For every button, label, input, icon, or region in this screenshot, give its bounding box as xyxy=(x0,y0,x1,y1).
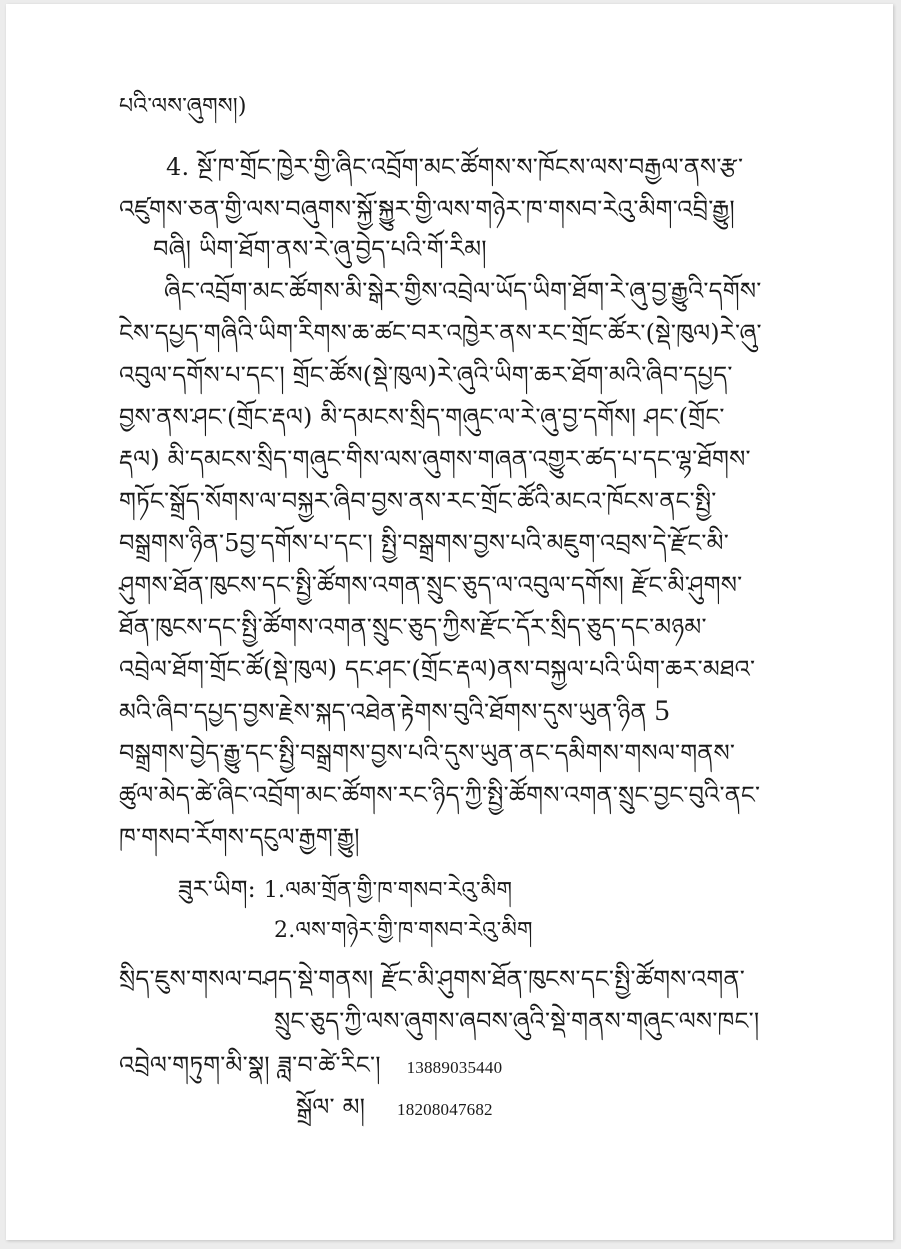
phone-number-2: 18208047682 xyxy=(397,1100,493,1119)
attachment-label-line xyxy=(178,872,512,908)
text-line-8: བྱས་ནས་ཤང་(གྲོང་རྡལ) མི་དམངས་སྲིད་གཞུང་ལ་རེ་ཞུ་བྱ་དགོས། ཤང་(གྲོང་ xyxy=(119,403,725,431)
text-line-18: ཁ་གསབ་རོགས་དངུལ་རྒྱག་རྒྱུ། xyxy=(119,823,360,851)
text-line-13: ཐོན་ཁུངས་དང་སྤྱི་ཚོགས་འགན་སྲུང་ཅུད་ཀྱིས་རྫོང་དོར་སྲིད་ཅུད་དང་མཉམ་ xyxy=(119,613,707,641)
attachment-item-2: 2.ལས་གཉེར་གྱི་ཁ་གསབ་རེའུ་མིག xyxy=(274,918,533,943)
text-line-15 xyxy=(119,694,670,729)
text-line-2: 4. སྔོ་ཁ་གྲོང་ཁྱེར་གྱི་ཞིང་འབྲོག་མང་ཚོགས་ས་ཁོངས་ལས་བརྒྱལ་ནས་རྩ་ xyxy=(166,153,744,181)
contact-line-2 xyxy=(296,1090,493,1127)
text-line-10: གཏོང་སྒྲོད་སོགས་ལ་བསྐྱར་ཞིབ་བྱས་ནས་རང་གྲོང་ཚོའི་མངའ་ཁོངས་ནང་སྤྱི་ xyxy=(119,487,717,515)
contact-label: འབྲེལ་གཏུག་མི་སྣ། ཟླ་བ་ཚེ་རིང་། xyxy=(119,1051,381,1079)
attachment-item-1: 1.ལམ་གྲོན་གྱི་ཁ་གསབ་རེའུ་མིག xyxy=(263,878,513,903)
attachment-label: ཟུར་ཡིག xyxy=(178,875,248,903)
text-line-6: ངེས་དཔྱད་གཞིའི་ཡིག་རིགས་ཆ་ཚང་བར་འཁྱེར་ནས་རང་གྲོང་ཚོར་(སྡེ་ཁུལ)རེ་ཞུ་ xyxy=(119,319,762,347)
policy-unit-line-1: སྲིད་ཇུས་གསལ་བཤད་སྡེ་གནས། རྫོང་མི་ཤུགས་ཐོན་ཁུངས་དང་སྤྱི་ཚོགས་འགན་ xyxy=(119,965,745,993)
text-line-12: ཤུགས་ཐོན་ཁུངས་དང་སྤྱི་ཚོགས་འགན་སྲུང་ཅུད་ལ་འབུལ་དགོས། རྫོང་མི་ཤུགས་ xyxy=(119,571,743,599)
text-line-1: པའི་ལས་ཞུགས།) xyxy=(119,94,247,119)
contact-name-2: སྒྲོལ་ མ། xyxy=(296,1093,366,1121)
contact-line-1 xyxy=(119,1048,502,1085)
text-line-11: བསྒྲགས་ཉིན་5བྱ་དགོས་པ་དང་། སྤྱི་བསྒྲགས་བྱས་པའི་མཇུག་འབྲས་དེ་རྫོང་མི་ xyxy=(119,529,729,557)
policy-unit-line-2: སྲུང་ཅུད་ཀྱི་ལས་ཞུགས་ཞབས་ཞུའི་སྡེ་གནས་གཞུང་ལས་ཁང་། xyxy=(274,1007,760,1035)
attachment-colon: : xyxy=(247,875,256,903)
section-heading: བཞི། ཡིག་ཐོག་ནས་རེ་ཞུ་བྱེད་པའི་གོ་རིམ། xyxy=(153,235,487,263)
text-line-3: འཛུགས་ཅན་གྱི་ལས་བཞུགས་སྐྱོ་སྐྱུར་གྱི་ལས་གཉེར་ཁ་གསབ་རེའུ་མིག་འབྲི་རྒྱུ། xyxy=(119,195,735,223)
phone-number-1: 13889035440 xyxy=(406,1058,503,1077)
text-line-17: ཚུལ་མེད་ཚེ་ཞིང་འབྲོག་མང་ཚོགས་རང་ཉིད་ཀྱི་སྤྱི་ཚོགས་འགན་སྲུང་བྱང་བུའི་ནང་ xyxy=(119,781,761,809)
text-line-5: ཞིང་འབྲོག་མང་ཚོགས་མི་སྒེར་གྱིས་འབྲེལ་ཡོད་ཡིག་ཐོག་རེ་ཞུ་བྱ་རྒྱུའི་དགོས་ xyxy=(164,277,762,305)
text-line-7: འབུལ་དགོས་པ་དང་། གྲོང་ཚོས(སྡེ་ཁུལ)རེ་ཞུའི་ཡིག་ཆར་ཐོག་མའི་ཞིབ་དཔྱད་ xyxy=(119,361,733,389)
text-line-14: འབྲེལ་ཐོག་གྲོང་ཚོ(སྡེ་ཁུལ) དང་ཤང་(གྲོང་རྡལ)ནས་བསྐྱལ་པའི་ཡིག་ཆར་མཐའ་ xyxy=(119,655,756,683)
text-line-15-text: མའི་ཞིབ་དཔྱད་བྱས་རྗེས་སྐད་འཐེན་རྟེགས་བུའི་ཐོགས་དུས་ཡུན་ཉིན xyxy=(119,698,647,726)
document-page xyxy=(6,4,893,1240)
text-line-16: བསྒྲགས་བྱེད་རྒྱུ་དང་སྤྱི་བསྒྲགས་བྱས་པའི་དུས་ཡུན་ནང་དམིགས་གསལ་གནས་ xyxy=(119,739,736,767)
highlighted-number-5: 5 xyxy=(654,694,670,727)
text-line-9: རྡལ) མི་དམངས་སྲིད་གཞུང་གིས་ལས་ཞུགས་གཞན་འགྱུར་ཚད་པ་དང་ལྷ་ཐོགས་ xyxy=(119,445,751,473)
